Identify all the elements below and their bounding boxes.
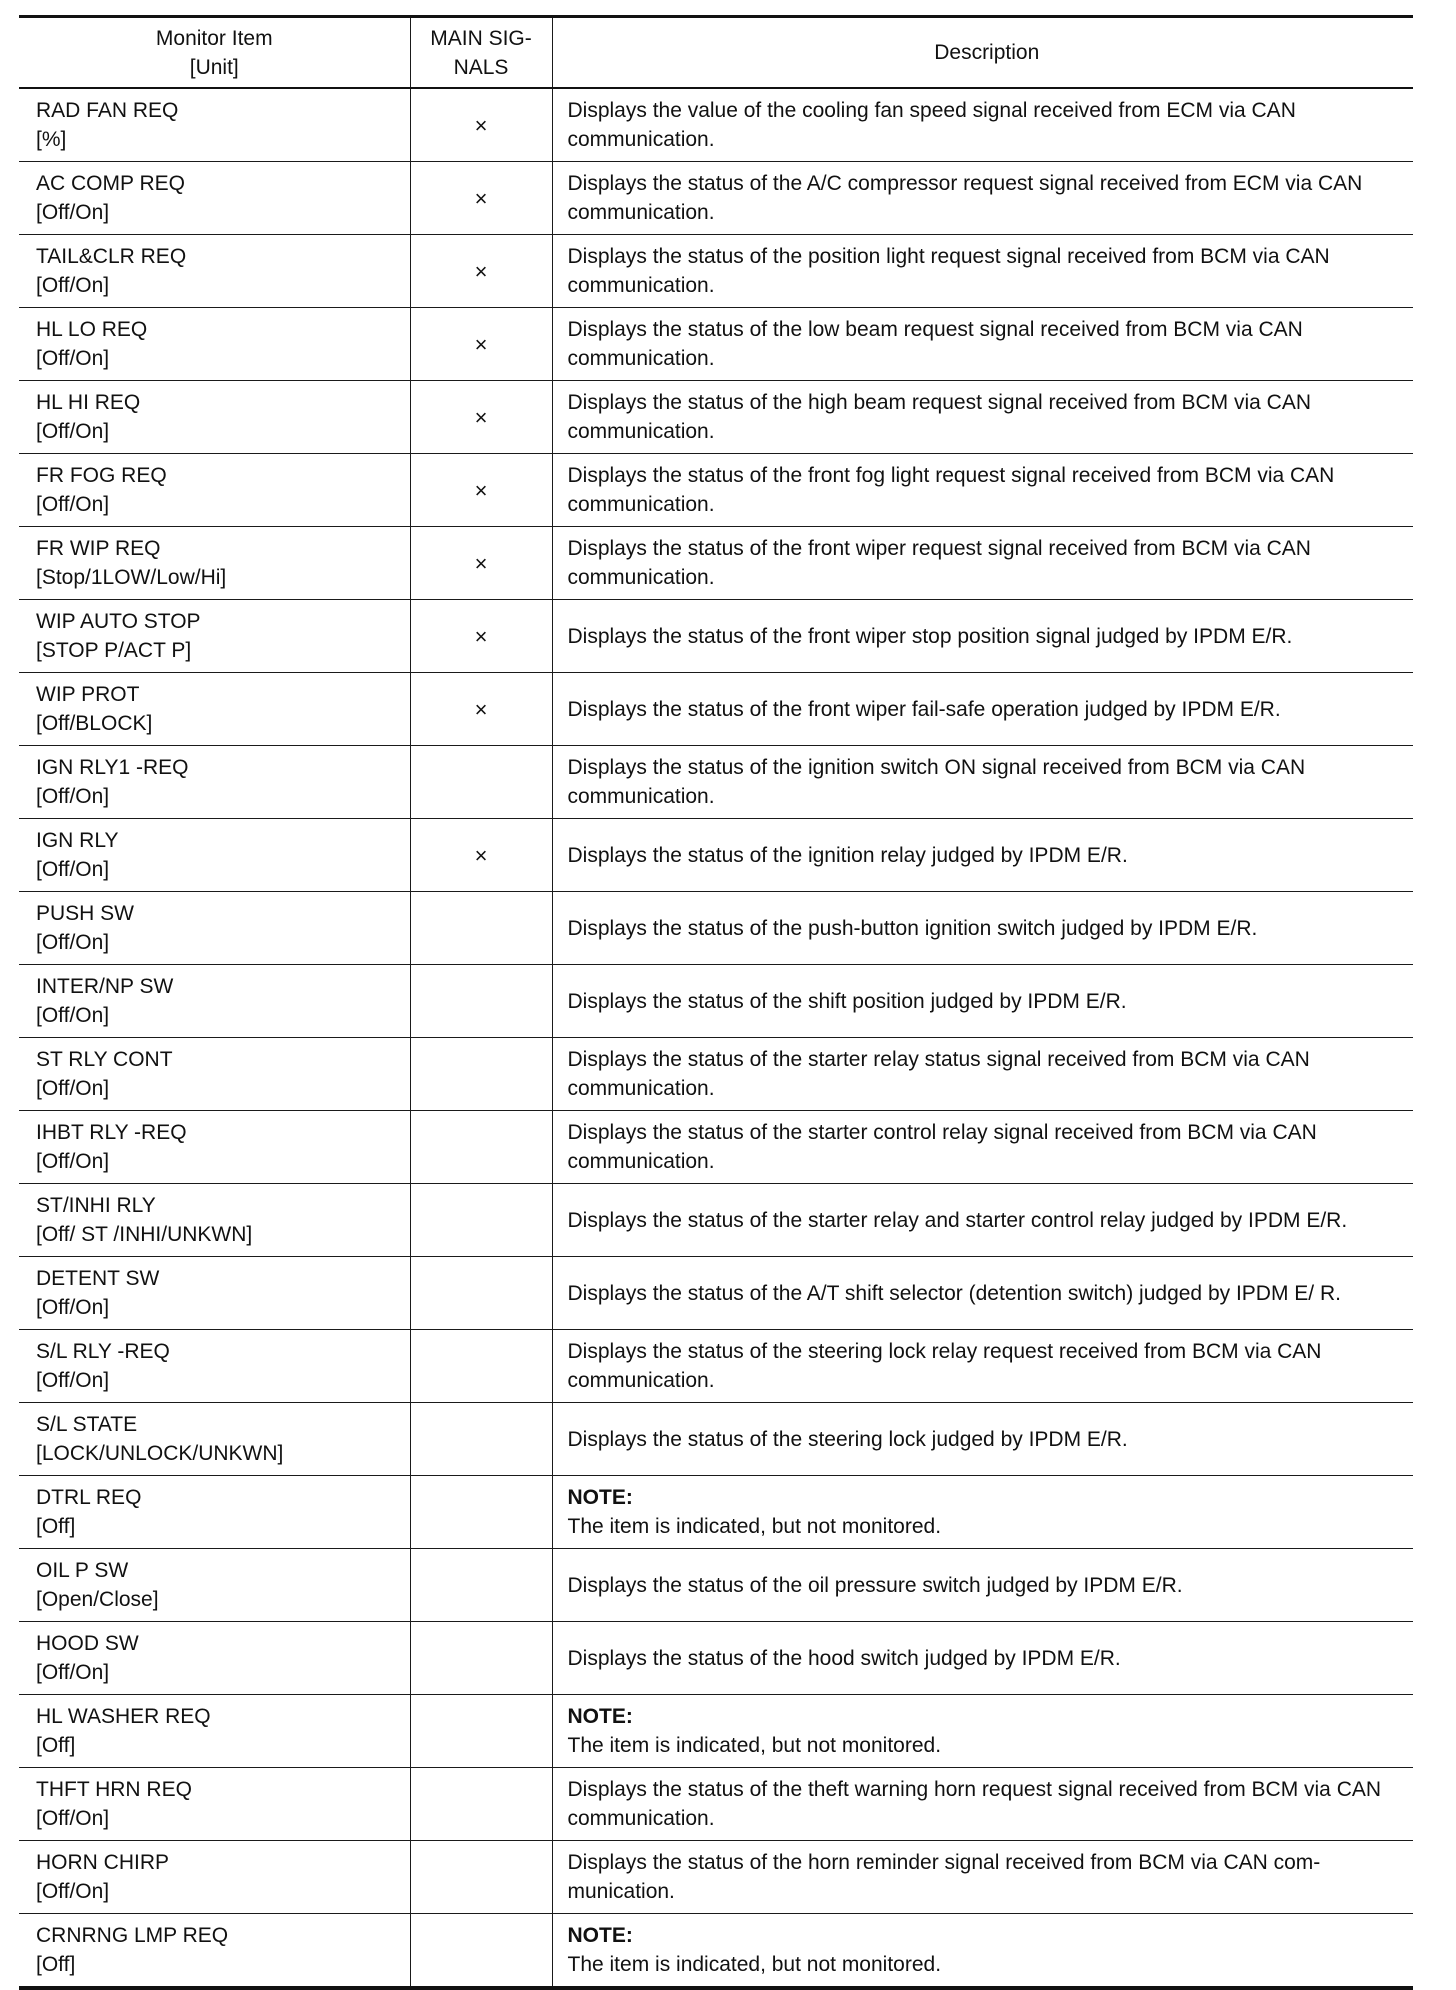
monitor-item-cell	[19, 1549, 410, 1622]
monitor-item-unit: [%]	[36, 128, 67, 151]
main-signal-mark	[410, 1841, 552, 1914]
monitor-item-name: S/L STATE	[36, 1413, 138, 1436]
monitor-item-cell	[19, 1768, 410, 1841]
monitor-item-unit: [Off/On]	[36, 1661, 110, 1684]
table-body	[19, 88, 1413, 1988]
monitor-item-name: AC COMP REQ	[36, 172, 185, 195]
description-text: Displays the status of the low beam request signal received from BCM via CAN communication.	[567, 318, 1303, 370]
main-signal-mark	[410, 1257, 552, 1330]
monitor-item-cell	[19, 600, 410, 673]
table-header	[19, 17, 1413, 89]
header-monitor-item-line2: [Unit]	[189, 55, 239, 79]
monitor-item-unit: [Off]	[36, 1953, 76, 1976]
table-row	[19, 1622, 1413, 1695]
monitor-item-name: INTER/NP SW	[36, 975, 174, 998]
monitor-item-cell	[19, 965, 410, 1038]
description-cell	[552, 1403, 1413, 1476]
description-cell	[552, 1476, 1413, 1549]
description-cell	[552, 600, 1413, 673]
monitor-item-unit: [Off/On]	[36, 785, 110, 808]
description-text: Displays the status of the shift position judged by IPDM E/R.	[567, 989, 1127, 1013]
monitor-item-name: PUSH SW	[36, 902, 135, 925]
monitor-item-unit: [Off/On]	[36, 1880, 110, 1903]
monitor-item-cell	[19, 746, 410, 819]
main-signal-mark: ×	[410, 673, 552, 746]
monitor-item-name: HL HI REQ	[36, 391, 141, 414]
monitor-item-name: TAIL&CLR REQ	[36, 245, 187, 268]
monitor-item-cell	[19, 1111, 410, 1184]
monitor-item-name: HORN CHIRP	[36, 1851, 170, 1874]
description-text: Displays the status of the A/C compressor request signal received from ECM via CAN communication.	[567, 172, 1363, 224]
monitor-item-name: WIP AUTO STOP	[36, 610, 201, 633]
monitor-item-table-container	[19, 15, 1413, 1990]
table-row	[19, 1841, 1413, 1914]
table-row	[19, 673, 1413, 746]
description-cell	[552, 673, 1413, 746]
monitor-item-unit: [Off/On]	[36, 1369, 110, 1392]
monitor-item-table	[19, 15, 1413, 1990]
monitor-item-cell	[19, 1914, 410, 1989]
monitor-item-cell	[19, 162, 410, 235]
monitor-item-unit: [Off/On]	[36, 274, 110, 297]
main-signal-mark	[410, 746, 552, 819]
description-text: Displays the status of the front wiper fail-safe operation judged by IPDM E/R.	[567, 697, 1281, 721]
monitor-item-unit: [Off/On]	[36, 1077, 110, 1100]
description-cell	[552, 1330, 1413, 1403]
table-row	[19, 162, 1413, 235]
monitor-item-name: HOOD SW	[36, 1632, 139, 1655]
description-cell	[552, 235, 1413, 308]
monitor-item-name: IGN RLY	[36, 829, 119, 852]
table-row	[19, 1257, 1413, 1330]
description-cell	[552, 1622, 1413, 1695]
monitor-item-name: WIP PROT	[36, 683, 140, 706]
monitor-item-name: S/L RLY -REQ	[36, 1340, 170, 1363]
table-row	[19, 1330, 1413, 1403]
monitor-item-name: IGN RLY1 -REQ	[36, 756, 189, 779]
header-main-signals-line1: MAIN SIG-	[430, 26, 532, 50]
main-signal-mark	[410, 1476, 552, 1549]
main-signal-mark	[410, 1111, 552, 1184]
description-text: Displays the status of the position light request signal received from BCM via CAN communication.	[567, 245, 1330, 297]
table-row	[19, 746, 1413, 819]
main-signal-mark	[410, 1549, 552, 1622]
note-heading: NOTE:	[567, 1924, 633, 1947]
monitor-item-unit: [Off/On]	[36, 858, 110, 881]
monitor-item-cell	[19, 381, 410, 454]
monitor-item-unit: [Off]	[36, 1515, 76, 1538]
main-signal-mark: ×	[410, 88, 552, 162]
description-cell	[552, 1257, 1413, 1330]
monitor-item-cell	[19, 235, 410, 308]
description-text: Displays the status of the steering lock judged by IPDM E/R.	[567, 1427, 1128, 1451]
table-row	[19, 965, 1413, 1038]
table-row	[19, 819, 1413, 892]
description-cell	[552, 819, 1413, 892]
monitor-item-cell	[19, 308, 410, 381]
description-text: Displays the status of the hood switch judged by IPDM E/R.	[567, 1646, 1121, 1670]
description-text: Displays the status of the ignition relay judged by IPDM E/R.	[567, 843, 1128, 867]
main-signal-mark	[410, 1038, 552, 1111]
main-signal-mark	[410, 1184, 552, 1257]
monitor-item-cell	[19, 1403, 410, 1476]
monitor-item-name: RAD FAN REQ	[36, 99, 179, 122]
monitor-item-unit: [LOCK/UNLOCK/UNKWN]	[36, 1442, 284, 1465]
monitor-item-name: FR WIP REQ	[36, 537, 161, 560]
main-signal-mark: ×	[410, 162, 552, 235]
header-row	[19, 17, 1413, 89]
monitor-item-cell	[19, 819, 410, 892]
description-cell	[552, 1695, 1413, 1768]
table-row	[19, 1768, 1413, 1841]
table-row	[19, 1111, 1413, 1184]
main-signal-mark	[410, 1768, 552, 1841]
header-main-signals	[410, 17, 552, 89]
monitor-item-unit: [STOP P/ACT P]	[36, 639, 192, 662]
description-text: Displays the status of the A/T shift selector (detention switch) judged by IPDM E/ R.	[567, 1281, 1341, 1305]
note-text: The item is indicated, but not monitored.	[567, 1515, 942, 1538]
note-heading: NOTE:	[567, 1486, 633, 1509]
header-description: Description	[552, 17, 1413, 89]
main-signal-mark: ×	[410, 235, 552, 308]
monitor-item-name: ST RLY CONT	[36, 1048, 173, 1071]
description-text: Displays the status of the starter control relay signal received from BCM via CAN communication.	[567, 1121, 1317, 1173]
description-cell	[552, 308, 1413, 381]
monitor-item-name: ST/INHI RLY	[36, 1194, 156, 1217]
table-row	[19, 381, 1413, 454]
monitor-item-unit: [Off/On]	[36, 201, 110, 224]
table-row	[19, 1914, 1413, 1989]
description-cell	[552, 527, 1413, 600]
description-cell	[552, 1841, 1413, 1914]
description-cell	[552, 1768, 1413, 1841]
table-row	[19, 88, 1413, 162]
table-row	[19, 1549, 1413, 1622]
description-cell	[552, 1914, 1413, 1989]
monitor-item-cell	[19, 673, 410, 746]
description-cell	[552, 892, 1413, 965]
table-row	[19, 600, 1413, 673]
description-cell	[552, 1111, 1413, 1184]
description-cell	[552, 88, 1413, 162]
description-cell	[552, 381, 1413, 454]
monitor-item-cell	[19, 1841, 410, 1914]
description-text: Displays the value of the cooling fan speed signal received from ECM via CAN communication.	[567, 99, 1296, 151]
main-signal-mark	[410, 1622, 552, 1695]
monitor-item-name: CRNRNG LMP REQ	[36, 1924, 229, 1947]
monitor-item-unit: [Off/On]	[36, 493, 110, 516]
monitor-item-name: THFT HRN REQ	[36, 1778, 192, 1801]
main-signal-mark: ×	[410, 600, 552, 673]
main-signal-mark	[410, 1330, 552, 1403]
description-cell	[552, 454, 1413, 527]
main-signal-mark: ×	[410, 308, 552, 381]
main-signal-mark	[410, 1403, 552, 1476]
monitor-item-unit: [Off]	[36, 1734, 76, 1757]
monitor-item-unit: [Off/On]	[36, 1004, 110, 1027]
description-cell	[552, 1038, 1413, 1111]
monitor-item-cell	[19, 527, 410, 600]
main-signal-mark: ×	[410, 819, 552, 892]
monitor-item-cell	[19, 1695, 410, 1768]
table-row	[19, 892, 1413, 965]
table-row	[19, 1038, 1413, 1111]
note-heading: NOTE:	[567, 1705, 633, 1728]
description-text: Displays the status of the front wiper stop position signal judged by IPDM E/R.	[567, 624, 1293, 648]
monitor-item-name: FR FOG REQ	[36, 464, 167, 487]
monitor-item-cell	[19, 1330, 410, 1403]
table-row	[19, 454, 1413, 527]
monitor-item-cell	[19, 1476, 410, 1549]
monitor-item-unit: [Off/On]	[36, 420, 110, 443]
monitor-item-name: HL LO REQ	[36, 318, 148, 341]
description-text: Displays the status of the steering lock relay request received from BCM via CAN communication.	[567, 1340, 1322, 1392]
monitor-item-unit: [Off/On]	[36, 931, 110, 954]
monitor-item-cell	[19, 1038, 410, 1111]
main-signal-mark: ×	[410, 381, 552, 454]
description-text: Displays the status of the horn reminder signal received from BCM via CAN com-munication.	[567, 1851, 1321, 1903]
description-text: Displays the status of the starter relay and starter control relay judged by IPDM E/R.	[567, 1208, 1348, 1232]
monitor-item-unit: [Off/ ST /INHI/UNKWN]	[36, 1223, 253, 1246]
monitor-item-cell	[19, 454, 410, 527]
description-text: Displays the status of the front fog light request signal received from BCM via CAN communication.	[567, 464, 1335, 516]
note-text: The item is indicated, but not monitored.	[567, 1734, 942, 1757]
table-row	[19, 1184, 1413, 1257]
note-text: The item is indicated, but not monitored.	[567, 1953, 942, 1976]
description-text: Displays the status of the high beam request signal received from BCM via CAN communication.	[567, 391, 1312, 443]
monitor-item-name: DTRL REQ	[36, 1486, 142, 1509]
description-text: Displays the status of the ignition switch ON signal received from BCM via CAN communication.	[567, 756, 1306, 808]
header-main-signals-line2: NALS	[453, 55, 509, 79]
monitor-item-name: HL WASHER REQ	[36, 1705, 211, 1728]
monitor-item-unit: [Off/On]	[36, 1807, 110, 1830]
table-row	[19, 1695, 1413, 1768]
main-signal-mark	[410, 1914, 552, 1989]
monitor-item-unit: [Off/On]	[36, 1296, 110, 1319]
description-text: Displays the status of the starter relay status signal received from BCM via CAN communication.	[567, 1048, 1310, 1100]
description-cell	[552, 746, 1413, 819]
monitor-item-unit: [Off/On]	[36, 347, 110, 370]
monitor-item-unit: [Off/On]	[36, 1150, 110, 1173]
main-signal-mark: ×	[410, 454, 552, 527]
monitor-item-name: IHBT RLY -REQ	[36, 1121, 187, 1144]
main-signal-mark	[410, 892, 552, 965]
main-signal-mark	[410, 965, 552, 1038]
header-monitor-item	[19, 17, 410, 89]
table-row	[19, 1476, 1413, 1549]
table-row	[19, 1403, 1413, 1476]
description-text: Displays the status of the theft warning horn request signal received from BCM via CAN communication.	[567, 1778, 1382, 1830]
main-signal-mark: ×	[410, 527, 552, 600]
header-monitor-item-line1: Monitor Item	[155, 26, 273, 50]
description-cell	[552, 1549, 1413, 1622]
monitor-item-name: DETENT SW	[36, 1267, 160, 1290]
description-cell	[552, 1184, 1413, 1257]
main-signal-mark	[410, 1695, 552, 1768]
description-cell	[552, 162, 1413, 235]
monitor-item-unit: [Off/BLOCK]	[36, 712, 153, 735]
table-row	[19, 527, 1413, 600]
monitor-item-unit: [Open/Close]	[36, 1588, 159, 1611]
monitor-item-cell	[19, 88, 410, 162]
description-text: Displays the status of the push-button ignition switch judged by IPDM E/R.	[567, 916, 1258, 940]
monitor-item-cell	[19, 1184, 410, 1257]
description-text: Displays the status of the front wiper request signal received from BCM via CAN communication.	[567, 537, 1311, 589]
table-row	[19, 308, 1413, 381]
description-text: Displays the status of the oil pressure switch judged by IPDM E/R.	[567, 1573, 1183, 1597]
monitor-item-unit: [Stop/1LOW/Low/Hi]	[36, 566, 227, 589]
monitor-item-cell	[19, 1622, 410, 1695]
monitor-item-cell	[19, 892, 410, 965]
monitor-item-cell	[19, 1257, 410, 1330]
table-row	[19, 235, 1413, 308]
description-cell	[552, 965, 1413, 1038]
monitor-item-name: OIL P SW	[36, 1559, 129, 1582]
